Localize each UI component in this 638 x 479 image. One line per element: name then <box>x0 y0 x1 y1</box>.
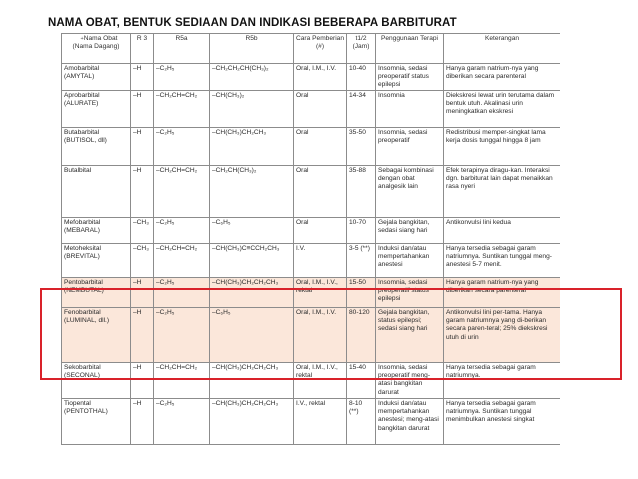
cell-r5a: –C₂H₅ <box>154 278 210 308</box>
cell-t-half: 10-70 <box>347 218 376 244</box>
cell-notes: Antikonvulsi lini kedua <box>444 218 561 244</box>
cell-r5b: –C₆H₅ <box>210 308 294 363</box>
cell-name: Fenobarbital (LUMINAL, dll.) <box>62 308 131 363</box>
header-r5b: R5b <box>210 34 294 64</box>
header-notes: Keterangan <box>444 34 561 64</box>
cell-notes: Hanya tersedia sebagai garam natriumnya. Suntikan tunggal menimbulkan anestesi singkat <box>444 399 561 445</box>
cell-notes: Redistribusi memper-singkat lama kerja dosis tunggal hingga 8 jam <box>444 128 561 166</box>
header-route: Cara Pemberian (#) <box>294 34 347 64</box>
cell-r5a: –C₂H₅ <box>154 64 210 91</box>
cell-route: Oral <box>294 218 347 244</box>
barbiturate-table <box>61 33 560 445</box>
cell-r5b: –CH₂CH(CH₃)₂ <box>210 166 294 218</box>
cell-r5a: –CH₂CH=CH₂ <box>154 166 210 218</box>
cell-name: Amobarbital (AMYTAL) <box>62 64 131 91</box>
cell-name: Mefobarbital (MEBARAL) <box>62 218 131 244</box>
cell-t-half: 10-40 <box>347 64 376 91</box>
table-body <box>62 64 561 445</box>
cell-notes: Diekskresi lewat urin terutama dalam bentuk utuh. Akalinasi urin meningkatkan ekskresi <box>444 91 561 128</box>
cell-notes: Hanya garam natrium-nya yang diberikan secara parenteral <box>444 64 561 91</box>
cell-notes: Efek terapinya diragu-kan. Interaksi dgn. barbiturat lain dapat menaikkan rasa nyeri <box>444 166 561 218</box>
table-row <box>62 166 561 218</box>
cell-r5b: –C₆H₅ <box>210 218 294 244</box>
cell-route: I.V. <box>294 244 347 278</box>
cell-t-half: 15-40 <box>347 363 376 399</box>
cell-r3: –H <box>131 399 154 445</box>
cell-r5b: –CH(CH₃)C≡CCH₂CH₃ <box>210 244 294 278</box>
cell-use: Induksi dan/atau mempertahankan anestesi; meng-atasi bangkitan darurat <box>376 399 444 445</box>
cell-notes: Hanya tersedia sebagai garam natriumnya. Suntikan tunggal meng-anestesi 5-7 menit. <box>444 244 561 278</box>
cell-r3: –H <box>131 128 154 166</box>
cell-route: Oral <box>294 166 347 218</box>
cell-notes: Hanya tersedia sebagai garam natriumnya. <box>444 363 561 399</box>
highlight-box <box>40 288 622 380</box>
header-name: +Nama Obat (Nama Dagang) <box>62 34 131 64</box>
cell-t-half: 35-50 <box>347 128 376 166</box>
table-row <box>62 128 561 166</box>
cell-r5a: –C₂H₅ <box>154 399 210 445</box>
cell-route: Oral <box>294 128 347 166</box>
page-title: NAMA OBAT, BENTUK SEDIAAN DAN INDIKASI BEBERAPA BARBITURAT <box>48 17 457 29</box>
table-row <box>62 399 561 445</box>
cell-name: Tiopental (PENTOTHAL) <box>62 399 131 445</box>
cell-use: Induksi dan/atau mempertahankan anestesi <box>376 244 444 278</box>
cell-t-half: 8-10 (**) <box>347 399 376 445</box>
header-r3: R 3 <box>131 34 154 64</box>
cell-r5a: –CH₂CH=CH₂ <box>154 91 210 128</box>
cell-route: Oral, I.M., I.V. <box>294 64 347 91</box>
cell-r5b: –CH(CH₃)CH₂CH₂CH₃ <box>210 399 294 445</box>
cell-use: Insomnia, sedasi preoperatif status epilepsi <box>376 64 444 91</box>
cell-r5b: –CH(CH₃)CH₂CH₂CH₃ <box>210 278 294 308</box>
cell-name: Pentobarbital (NEMBUTAL) <box>62 278 131 308</box>
cell-r5a: –C₂H₅ <box>154 128 210 166</box>
cell-t-half: 15-50 <box>347 278 376 308</box>
table-row <box>62 244 561 278</box>
cell-r5a: –C₂H₅ <box>154 218 210 244</box>
cell-route: Oral <box>294 91 347 128</box>
table-header-row <box>62 34 561 64</box>
cell-name: Sekobarbital (SECONAL) <box>62 363 131 399</box>
cell-name: Aprobarbital (ALURATE) <box>62 91 131 128</box>
cell-r5a: –CH₂CH=CH₂ <box>154 244 210 278</box>
cell-route: Oral, I.M., I.V. <box>294 308 347 363</box>
cell-r3: –H <box>131 308 154 363</box>
cell-r5b: –CH₂CH₂CH(CH₃)₂ <box>210 64 294 91</box>
cell-name: Butabarbital (BUTISOL, dll) <box>62 128 131 166</box>
cell-notes: Antikonvulsi lini per-tama. Hanya garam natriumnya yang di-berikan secara paren-teral; 25% diekskresi utuh di urin <box>444 308 561 363</box>
cell-r5a: –CH₂CH=CH₂ <box>154 363 210 399</box>
cell-r3: –H <box>131 64 154 91</box>
cell-use: Sebagai kombinasi dengan obat analgesik lain <box>376 166 444 218</box>
cell-route: Oral, I.M., I.V., rektal <box>294 363 347 399</box>
cell-r3: –H <box>131 166 154 218</box>
cell-use: Insomnia, sedasi preoperatif status epilepsi <box>376 278 444 308</box>
cell-r5b: –CH(CH₃)CH₂CH₃ <box>210 128 294 166</box>
cell-use: Insomnia, sedasi preoperatif meng-atasi bangkitan darurat <box>376 363 444 399</box>
cell-t-half: 14-34 <box>347 91 376 128</box>
table-row <box>62 64 561 91</box>
cell-r3: –H <box>131 363 154 399</box>
table-row <box>62 91 561 128</box>
cell-route: Oral, I.M., I.V., rektal <box>294 278 347 308</box>
header-r5a: R5a <box>154 34 210 64</box>
cell-r5a: –C₂H₅ <box>154 308 210 363</box>
cell-r3: –CH₃ <box>131 244 154 278</box>
cell-t-half: 35-88 <box>347 166 376 218</box>
cell-use: Insomnia <box>376 91 444 128</box>
header-t-half: t1/2 (Jam) <box>347 34 376 64</box>
cell-notes: Hanya garam natrium-nya yang diberikan secara parenteral <box>444 278 561 308</box>
cell-t-half: 80-120 <box>347 308 376 363</box>
cell-use: Gejala bangkitan, sedasi siang hari <box>376 218 444 244</box>
cell-r3: –H <box>131 91 154 128</box>
cell-name: Metoheksital (BREVITAL) <box>62 244 131 278</box>
cell-t-half: 3-5 (**) <box>347 244 376 278</box>
header-use: Penggunaan Terapi <box>376 34 444 64</box>
cell-r3: –H <box>131 278 154 308</box>
cell-r5b: –CH(CH₃)₂ <box>210 91 294 128</box>
cell-r3: –CH₃ <box>131 218 154 244</box>
cell-name: Butalbital <box>62 166 131 218</box>
table-row <box>62 218 561 244</box>
barbiturate-table-wrapper <box>61 33 560 473</box>
cell-route: I.V., rektal <box>294 399 347 445</box>
cell-use: Gejala bangkitan, status epilepsi; sedasi siang hari <box>376 308 444 363</box>
cell-r5b: –CH(CH₃)CH₂CH₂CH₃ <box>210 363 294 399</box>
cell-use: Insomnia, sedasi preoperatif <box>376 128 444 166</box>
corner-mark: + <box>80 36 84 42</box>
